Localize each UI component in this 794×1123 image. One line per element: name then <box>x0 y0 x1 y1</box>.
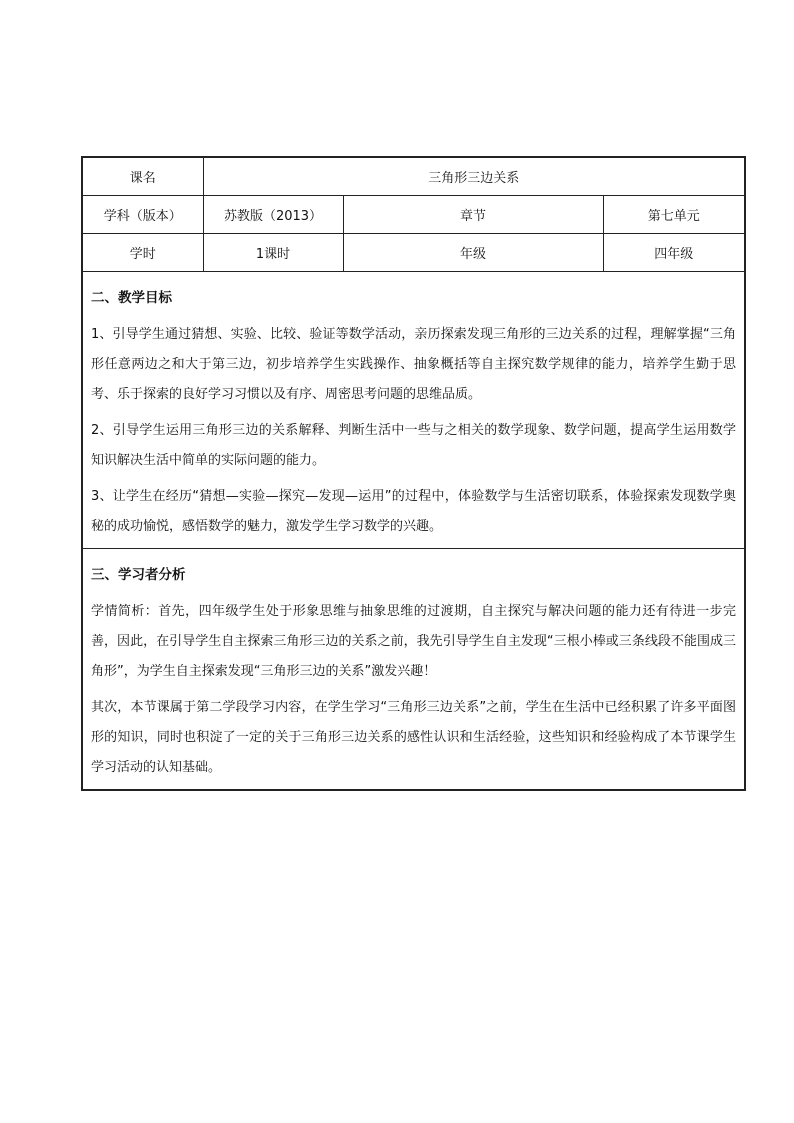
course-value: 三角形三边关系 <box>203 157 745 195</box>
subject-value: 苏教版（2013） <box>203 195 343 233</box>
learner-analysis-cell <box>82 548 745 790</box>
hours-label: 学时 <box>82 233 203 271</box>
learners-row <box>82 548 745 790</box>
course-label: 课名 <box>82 157 203 195</box>
goal-paragraph: 2、引导学生运用三角形三边的关系解释、判断生活中一些与之相关的数学现象、数学问题，提高学生运用数学知识解决生活中简单的实际问题的能力。 <box>91 422 737 468</box>
subject-label: 学科（版本） <box>82 195 203 233</box>
learner-paragraph: 其次，本节课属于第二学段学习内容，在学生学习“三角形三边关系”之前，学生在生活中已经积累了许多平面图形的知识，同时也积淀了一定的关于三角形三边关系的感性认识和生活经验，这些知识和经验构成了本节课学生学习活动的认知基础。 <box>91 699 737 775</box>
lesson-plan-table <box>81 156 746 791</box>
goals-row <box>82 271 745 548</box>
hours-row <box>82 233 745 271</box>
goal-paragraph: 3、让学生在经历“猜想—实验—探究—发现—运用”的过程中，体验数学与生活密切联系，体验探索发现数学奥秘的成功愉悦，感悟数学的魅力，激发学生学习数学的兴趣。 <box>91 488 737 534</box>
teaching-goals-title: 二、教学目标 <box>91 289 172 306</box>
teaching-goals-section <box>83 272 744 548</box>
goal-paragraph: 1、引导学生通过猜想、实验、比较、验证等数学活动，亲历探索发现三角形的三边关系的过程，理解掌握“三角形任意两边之和大于第三边，初步培养学生实践操作、抽象概括等自主探究数学规律的能力，培养学生勤于思考、乐于探索的良好学习习惯以及有序、周密思考问题的思维品质。 <box>91 326 737 402</box>
grade-value: 四年级 <box>603 233 745 271</box>
teaching-goals-cell <box>82 271 745 548</box>
chapter-label: 章节 <box>343 195 603 233</box>
grade-label: 年级 <box>343 233 603 271</box>
learner-analysis-section <box>83 549 744 789</box>
course-row <box>82 157 745 195</box>
chapter-value: 第七单元 <box>603 195 745 233</box>
hours-value: 1课时 <box>203 233 343 271</box>
subject-row <box>82 195 745 233</box>
learner-analysis-title: 三、学习者分析 <box>91 566 186 583</box>
learner-paragraph: 学情简析：首先，四年级学生处于形象思维与抽象思维的过渡期，自主探究与解决问题的能力还有待进一步完善，因此，在引导学生自主探索三角形三边的关系之前，我先引导学生自主发现“三根小棒或三条线段不能围成三角形”，为学生自主探索发现“三角形三边的关系”激发兴趣！ <box>91 603 737 679</box>
